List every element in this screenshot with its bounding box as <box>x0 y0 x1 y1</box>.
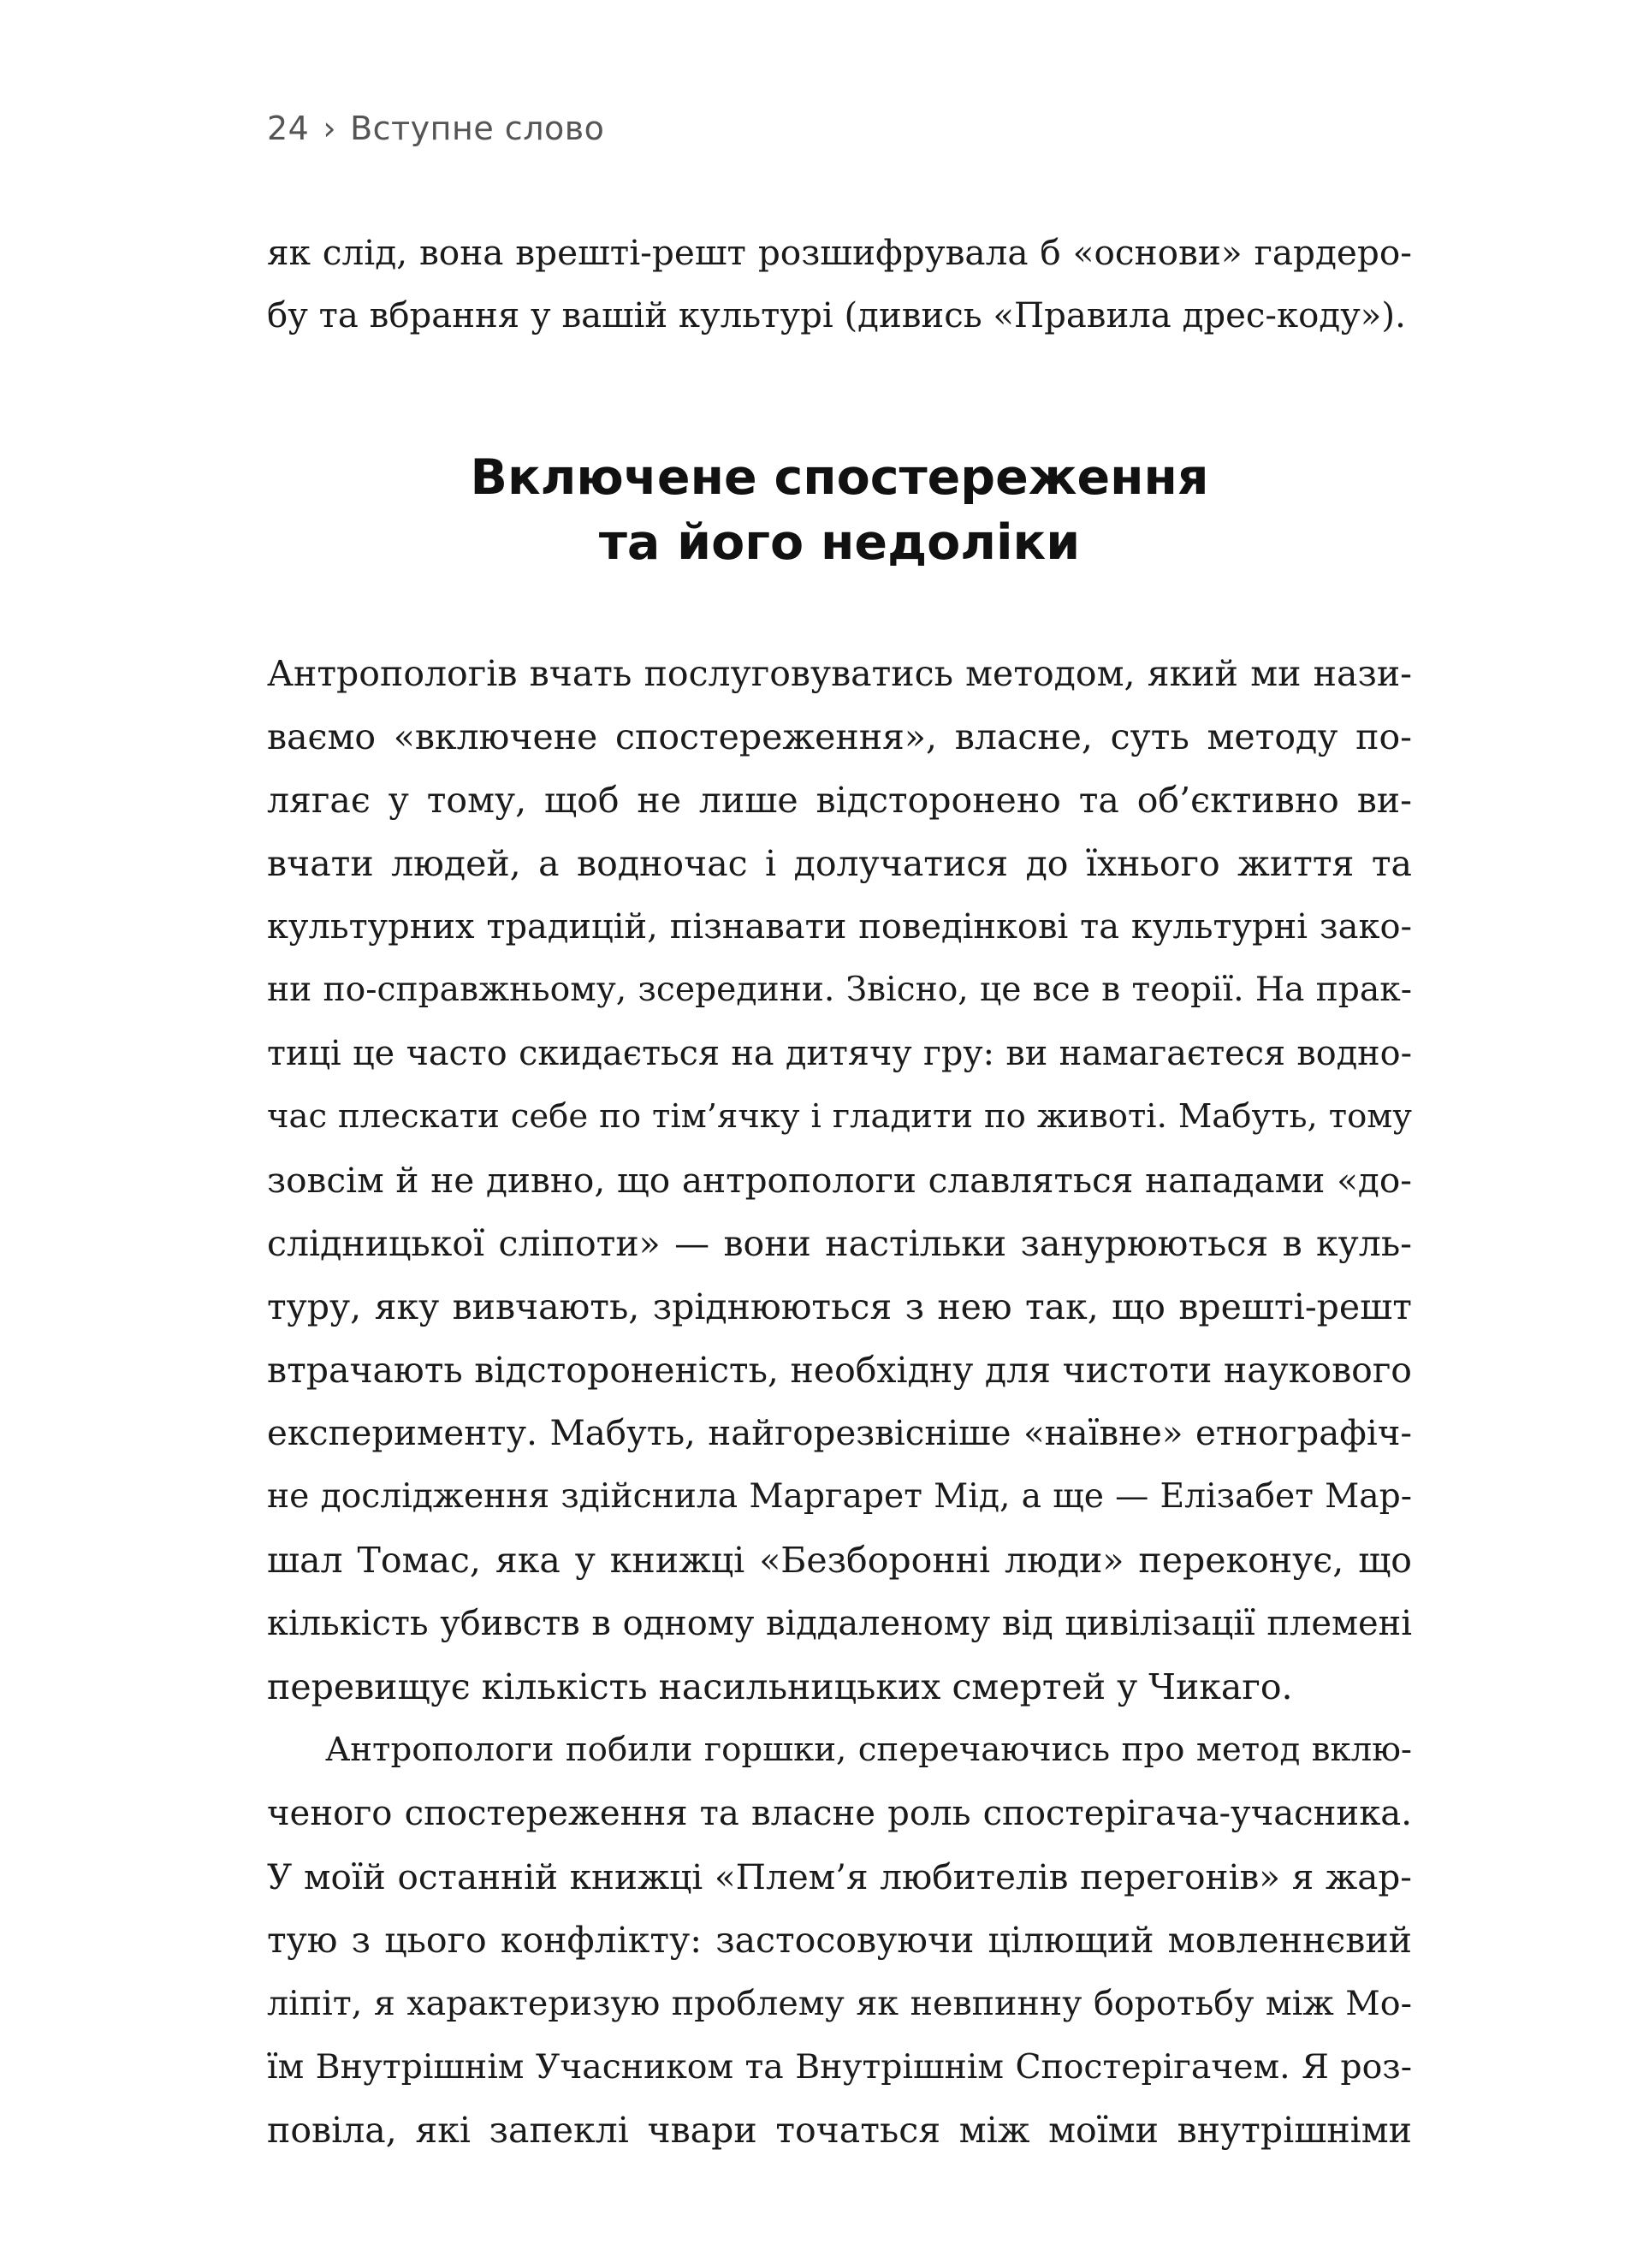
section-heading <box>267 445 1412 575</box>
text-line: ченого спостереження та власне роль спостерігача-учасника. <box>267 1794 1412 1833</box>
text-line: кількість убивств в одному віддаленому від цивілізації племені <box>267 1604 1412 1643</box>
heading-line-2: та його недоліки <box>598 514 1081 571</box>
running-header <box>267 110 604 147</box>
text-line: зовсім й не дивно, що антропологи славляться нападами «до- <box>267 1160 1412 1201</box>
text-line: не дослідження здійснила Маргарет Мід, а ще — Елізабет Мар- <box>267 1477 1412 1516</box>
text-line: ліпіт, я характеризую проблему як невпинну боротьбу між Мо- <box>267 1984 1412 2023</box>
text-line: вчати людей, а водночас і долучатися до їхнього життя та <box>267 843 1412 884</box>
text-line: У моїй останній книжці «Плем’я любителів перегонів» я жар- <box>267 1856 1412 1897</box>
text-line: ваємо «включене спостереження», власне, суть методу по- <box>267 716 1412 757</box>
text-line: ни по-справжньому, зсередини. Звісно, це все в теорії. На прак- <box>267 971 1412 1009</box>
text-line: Антропологи побили горшки, сперечаючись про метод вклю- <box>325 1731 1412 1769</box>
text-line: Антропологів вчать послуговуватись методом, який ми нази- <box>267 653 1412 694</box>
text-line: перевищує кількість насильницьких смертей у Чикаго. <box>267 1666 1293 1707</box>
chevron-right-icon: › <box>323 110 337 147</box>
text-line: шал Томас, яка у книжці «Безборонні люди» переконує, що <box>267 1540 1412 1581</box>
intro-paragraph <box>267 221 1412 347</box>
text-line: слідницької сліпоти» — вони настільки занурюються в куль- <box>267 1223 1412 1264</box>
text-line: культурних традицій, пізнавати поведінкові та культурні зако- <box>267 907 1412 947</box>
page-number: 24 <box>267 110 310 147</box>
text-line: бу та вбрання у вашій культурі (дивись «Правила дрес-коду»). <box>267 296 1406 335</box>
text-line: як слід, вона врешті-решт розшифрувала б «основи» гардеро- <box>267 232 1412 273</box>
body-text <box>267 642 1412 2162</box>
paragraph-2 <box>267 1719 1412 2162</box>
text-line: лягає у тому, щоб не лише відсторонено та об’єктивно ви- <box>267 780 1412 821</box>
paragraph-1 <box>267 642 1412 1719</box>
heading-line-1: Включене спостереження <box>470 449 1209 506</box>
text-line: час плескати себе по тім’ячку і гладити по животі. Мабуть, тому <box>267 1097 1412 1136</box>
text-line: експерименту. Мабуть, найгорезвісніше «наївне» етнографіч- <box>267 1413 1412 1453</box>
text-line: тую з цього конфлікту: застосовуючи цілющий мовленнєвий <box>267 1920 1412 1961</box>
text-line: тиці це часто скидається на дитячу гру: ви намагаєтеся водно- <box>267 1034 1412 1073</box>
text-line: повіла, які запеклі чвари точаться між моїми внутрішніми <box>267 2110 1412 2151</box>
text-line: їм Внутрішнім Учасником та Внутрішнім Спостерігачем. Я роз- <box>267 2047 1412 2087</box>
text-line: туру, яку вивчають, зріднюються з нею так, що врешті-решт <box>267 1286 1412 1327</box>
text-line: втрачають відстороненість, необхідну для чистоти наукового <box>267 1350 1412 1391</box>
section-title: Вступне слово <box>350 110 605 147</box>
